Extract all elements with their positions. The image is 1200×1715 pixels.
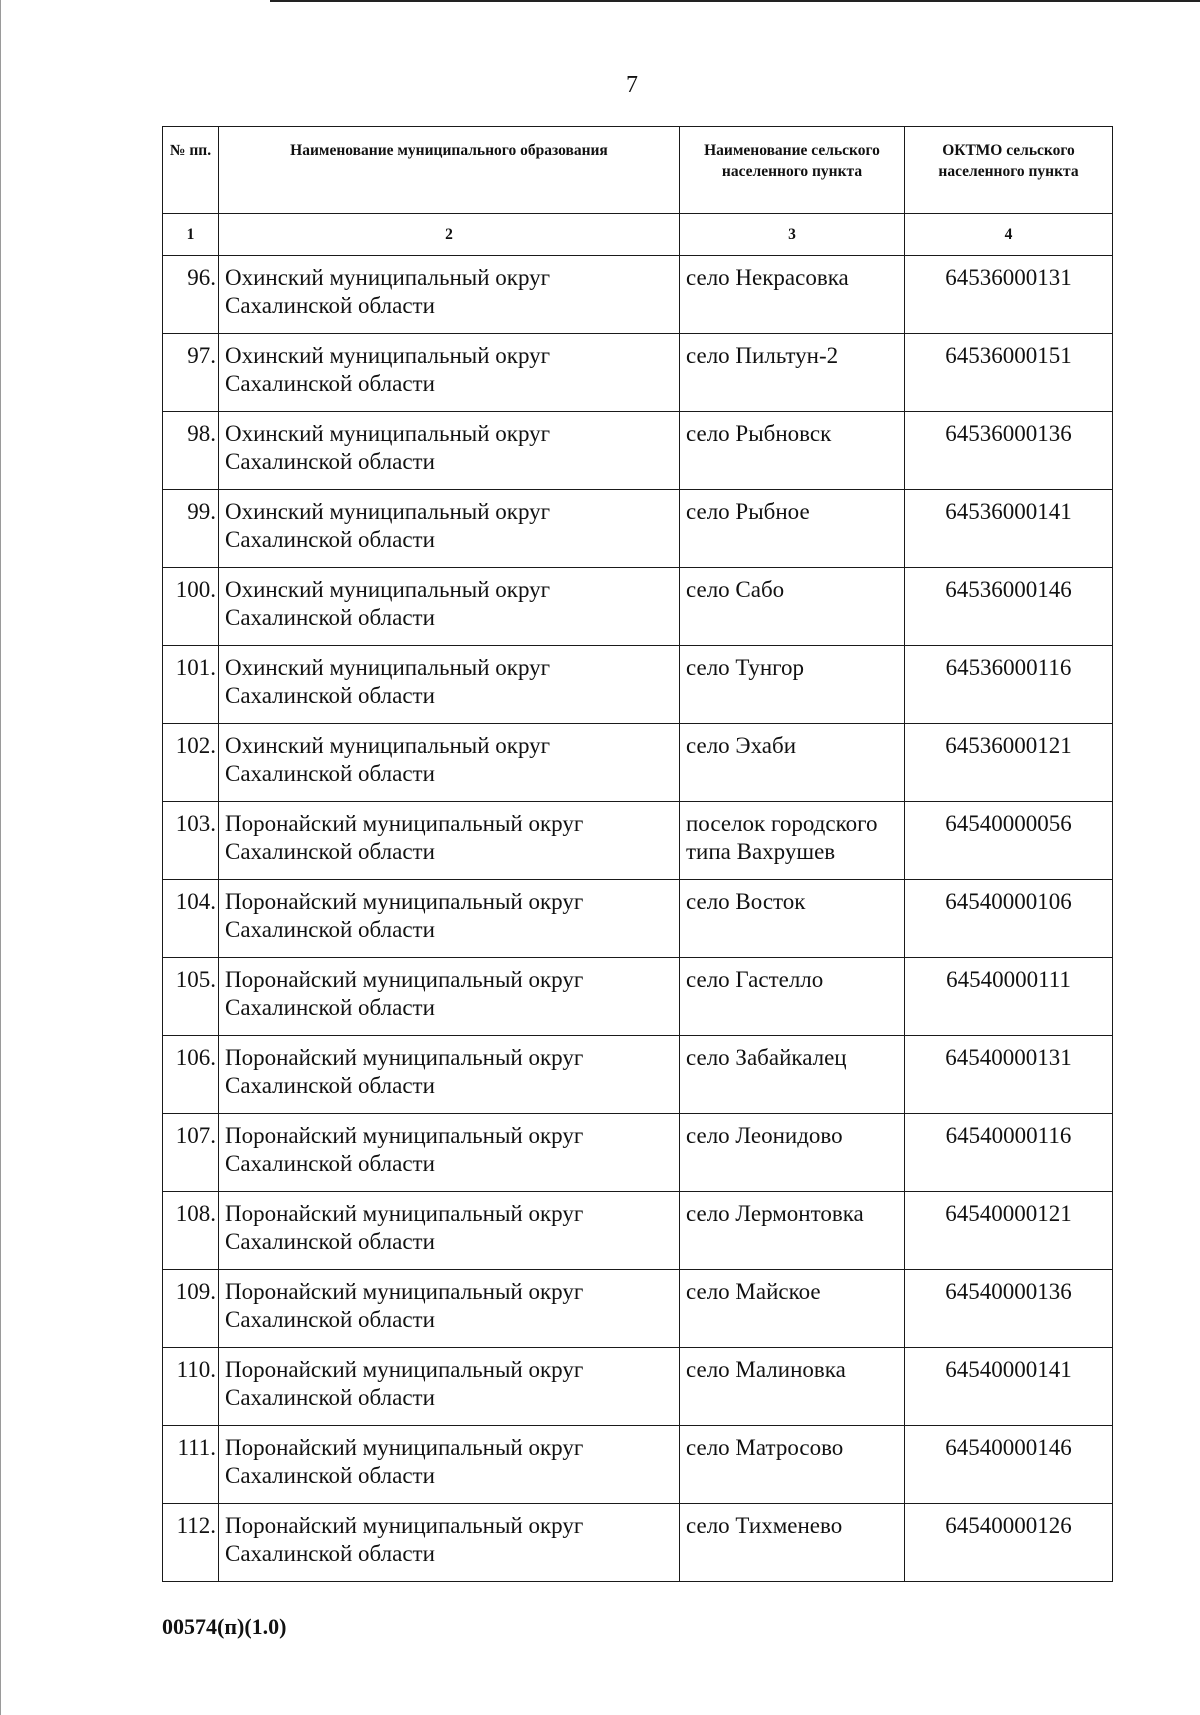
table-row [163,1504,1113,1582]
settlement-name: село Тунгор [680,646,905,724]
table-row [163,412,1113,490]
table-row [163,490,1113,568]
settlement-name: село Эхаби [680,724,905,802]
municipality-name: Охинский муниципальный округ Сахалинской области [219,646,680,724]
table-row [163,646,1113,724]
row-number: 96. [163,256,219,334]
row-number: 109. [163,1270,219,1348]
settlement-name: село Пильтун-2 [680,334,905,412]
oktmo-code: 64536000116 [905,646,1113,724]
settlement-name: село Малиновка [680,1348,905,1426]
oktmo-code: 64536000151 [905,334,1113,412]
municipality-name: Поронайский муниципальный округ Сахалинской области [219,1504,680,1582]
scan-top-border [270,0,1200,2]
row-number: 107. [163,1114,219,1192]
settlement-name: село Забайкалец [680,1036,905,1114]
municipality-name: Охинский муниципальный округ Сахалинской области [219,490,680,568]
oktmo-code: 64540000121 [905,1192,1113,1270]
table-row [163,724,1113,802]
oktmo-code: 64536000131 [905,256,1113,334]
row-number: 104. [163,880,219,958]
page-number: 7 [626,72,638,98]
table-row [163,880,1113,958]
column-index: 2 [219,214,680,256]
column-index: 1 [163,214,219,256]
oktmo-code: 64540000146 [905,1426,1113,1504]
row-number: 101. [163,646,219,724]
row-number: 102. [163,724,219,802]
oktmo-code: 64540000116 [905,1114,1113,1192]
municipality-name: Поронайский муниципальный округ Сахалинской области [219,1114,680,1192]
row-number: 108. [163,1192,219,1270]
header-settlement: Наименование сельского населенного пункта [680,127,905,214]
table-row [163,256,1113,334]
municipality-name: Охинский муниципальный округ Сахалинской области [219,412,680,490]
table-row [163,334,1113,412]
oktmo-code: 64540000136 [905,1270,1113,1348]
settlement-name: поселок городского типа Вахрушев [680,802,905,880]
header-municipality: Наименование муниципального образования [219,127,680,214]
oktmo-code: 64536000141 [905,490,1113,568]
settlement-name: село Сабо [680,568,905,646]
municipality-name: Охинский муниципальный округ Сахалинской области [219,334,680,412]
header-number: № пп. [163,127,219,214]
settlement-name: село Тихменево [680,1504,905,1582]
row-number: 103. [163,802,219,880]
column-index-row [163,214,1113,256]
oktmo-code: 64536000121 [905,724,1113,802]
table-row [163,1192,1113,1270]
oktmo-code: 64536000146 [905,568,1113,646]
municipality-name: Поронайский муниципальный округ Сахалинской области [219,958,680,1036]
oktmo-code: 64540000106 [905,880,1113,958]
oktmo-code: 64540000111 [905,958,1113,1036]
table-row [163,1348,1113,1426]
row-number: 100. [163,568,219,646]
table-row [163,1270,1113,1348]
settlement-name: село Гастелло [680,958,905,1036]
oktmo-code: 64540000056 [905,802,1113,880]
settlement-name: село Восток [680,880,905,958]
table-row [163,802,1113,880]
row-number: 99. [163,490,219,568]
row-number: 111. [163,1426,219,1504]
column-index: 3 [680,214,905,256]
municipality-name: Охинский муниципальный округ Сахалинской области [219,256,680,334]
municipality-name: Охинский муниципальный округ Сахалинской области [219,724,680,802]
table-row [163,1114,1113,1192]
municipality-name: Поронайский муниципальный округ Сахалинской области [219,802,680,880]
settlements-table [162,126,1113,1582]
table-row [163,1036,1113,1114]
settlement-name: село Рыбновск [680,412,905,490]
row-number: 98. [163,412,219,490]
municipality-name: Поронайский муниципальный округ Сахалинской области [219,880,680,958]
settlement-name: село Некрасовка [680,256,905,334]
municipality-name: Поронайский муниципальный округ Сахалинской области [219,1270,680,1348]
municipality-name: Поронайский муниципальный округ Сахалинской области [219,1036,680,1114]
row-number: 112. [163,1504,219,1582]
scan-left-border [0,0,1,1715]
settlement-name: село Леонидово [680,1114,905,1192]
row-number: 106. [163,1036,219,1114]
oktmo-code: 64540000131 [905,1036,1113,1114]
table-header-row [163,127,1113,214]
municipality-name: Охинский муниципальный округ Сахалинской области [219,568,680,646]
oktmo-code: 64540000141 [905,1348,1113,1426]
table-row [163,958,1113,1036]
oktmo-code: 64540000126 [905,1504,1113,1582]
oktmo-code: 64536000136 [905,412,1113,490]
table-row [163,568,1113,646]
municipality-name: Поронайский муниципальный округ Сахалинской области [219,1192,680,1270]
row-number: 105. [163,958,219,1036]
table-body [163,256,1113,1582]
table-row [163,1426,1113,1504]
settlement-name: село Лермонтовка [680,1192,905,1270]
row-number: 110. [163,1348,219,1426]
document-code: 00574(п)(1.0) [162,1614,287,1639]
municipality-name: Поронайский муниципальный округ Сахалинской области [219,1348,680,1426]
settlement-name: село Майское [680,1270,905,1348]
header-oktmo: ОКТМО сельского населенного пункта [905,127,1113,214]
municipality-name: Поронайский муниципальный округ Сахалинской области [219,1426,680,1504]
column-index: 4 [905,214,1113,256]
row-number: 97. [163,334,219,412]
settlement-name: село Рыбное [680,490,905,568]
settlement-name: село Матросово [680,1426,905,1504]
